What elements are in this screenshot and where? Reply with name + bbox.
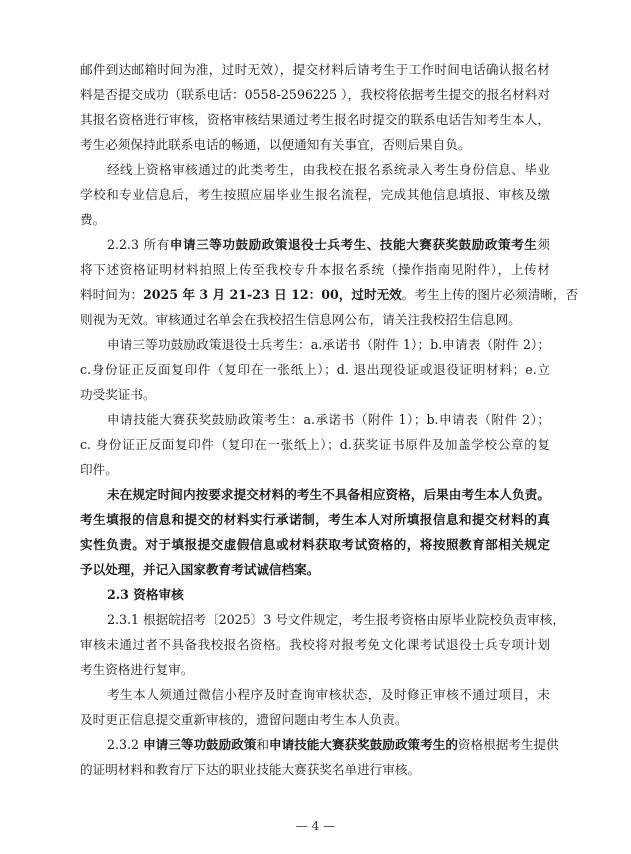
section-number: 2.3.2 xyxy=(107,737,144,752)
bold-notice-line: 予以处理，并记入国家教育考试诚信档案。 xyxy=(80,562,320,577)
text-line: 的证明材料和教育厅下达的职业技能大赛获奖名单进行审核。 xyxy=(80,762,421,777)
bold-phrase: 申请三等功鼓励政策退役士兵考生、技能大赛获奖鼓励政策考生 xyxy=(169,237,538,252)
page-number: — 4 — xyxy=(295,819,336,833)
text-line: 其报名资格进行审核，资格审核结果通过考生报名时提交的联系电话告知考生本人， xyxy=(80,112,550,127)
text-line: 印件。 xyxy=(80,462,118,477)
text-line: 将下述资格证明材料拍照上传至我校专升本报名系统（操作指南见附件），上传材 xyxy=(80,262,550,277)
text-run: 料时间为： xyxy=(80,287,143,302)
text-line: 及时更正信息提交重新审核的，遗留问题由考生本人负责。 xyxy=(80,712,408,727)
text-line: 邮件到达邮箱时间为准，过时无效），提交材料后请考生于工作时间电话确认报名材 xyxy=(80,62,550,77)
text-line: 则视为无效。审核通过名单会在我校招生信息网公布，请关注我校招生信息网。 xyxy=(80,312,521,327)
text-line: 经线上资格审核通过的此类考生，由我校在报名系统录入考生身份信息、毕业 xyxy=(107,162,550,177)
bold-notice-line: 实性负责。对于填报提交虚假信息或材料获取考试资格的，将按照教育部相关规定 xyxy=(80,537,550,552)
bold-phrase: 申请技能大赛获奖鼓励政策考生的 xyxy=(269,737,458,752)
text-line: 料是否提交成功（联系电话：0558-2596225 ），我校将依据考生提交的报名材料对 xyxy=(80,87,550,102)
section-heading: 2.3 资格审核 xyxy=(107,587,184,602)
section-2-3-2-line xyxy=(107,735,559,755)
text-run: 。考生上传的图片必须清晰，否 xyxy=(401,287,579,302)
text-run: 须 xyxy=(537,237,550,252)
text-line: 考生本人须通过微信小程序及时查询审核状态，及时修正审核不通过项目，未 xyxy=(107,687,550,702)
text-line: 考生必须保持此联系电话的畅通，以便通知有关事宜，否则后果自负。 xyxy=(80,137,471,152)
deadline-text: 2025 年 3 月 21-23 日 12：00，过时无效 xyxy=(142,287,402,302)
text-line: 2.3.1 根据皖招考〔2025〕3 号文件规定，考生报考资格由原毕业院校负责审核， xyxy=(107,612,565,627)
text-line: 申请三等功鼓励政策退役士兵考生：a.承诺书（附件 1）；b.申请表（附件 2）； xyxy=(107,337,550,352)
text-run: 和 xyxy=(256,737,269,752)
text-run: 资格根据考生提供 xyxy=(457,737,559,752)
bold-notice-line: 考生填报的信息和提交的材料实行承诺制，考生本人对所填报信息和提交材料的真 xyxy=(80,512,550,527)
text-line: 费。 xyxy=(80,212,106,227)
bold-notice-line: 未在规定时间内按要求提交材料的考生不具备相应资格，后果由考生本人负责。 xyxy=(107,487,550,502)
bold-phrase: 申请三等功鼓励政策 xyxy=(143,737,257,752)
section-2-2-3-line xyxy=(107,235,550,255)
text-line: 学校和专业信息后，考生按照应届毕业生报名流程，完成其他信息填报、审核及缴 xyxy=(80,187,550,202)
text-line: 考生资格进行复审。 xyxy=(80,662,194,677)
text-line: c.身份证正反面复印件（复印在一张纸上）；d. 退出现役证或退役证明材料；e.立 xyxy=(80,362,550,377)
text-line xyxy=(80,285,579,305)
text-line: c. 身份证正反面复印件（复印在一张纸上）；d.获奖证书原件及加盖学校公章的复 xyxy=(80,437,550,452)
text-line: 申请技能大赛获奖鼓励政策考生：a.承诺书（附件 1）；b.申请表（附件 2）； xyxy=(107,412,550,427)
section-number: 2.2.3 所有 xyxy=(107,237,170,252)
text-line: 审核未通过者不具备我校报名资格。我校将对报考免文化课考试退役士兵专项计划 xyxy=(80,637,550,652)
text-line: 功受奖证书。 xyxy=(80,387,156,402)
